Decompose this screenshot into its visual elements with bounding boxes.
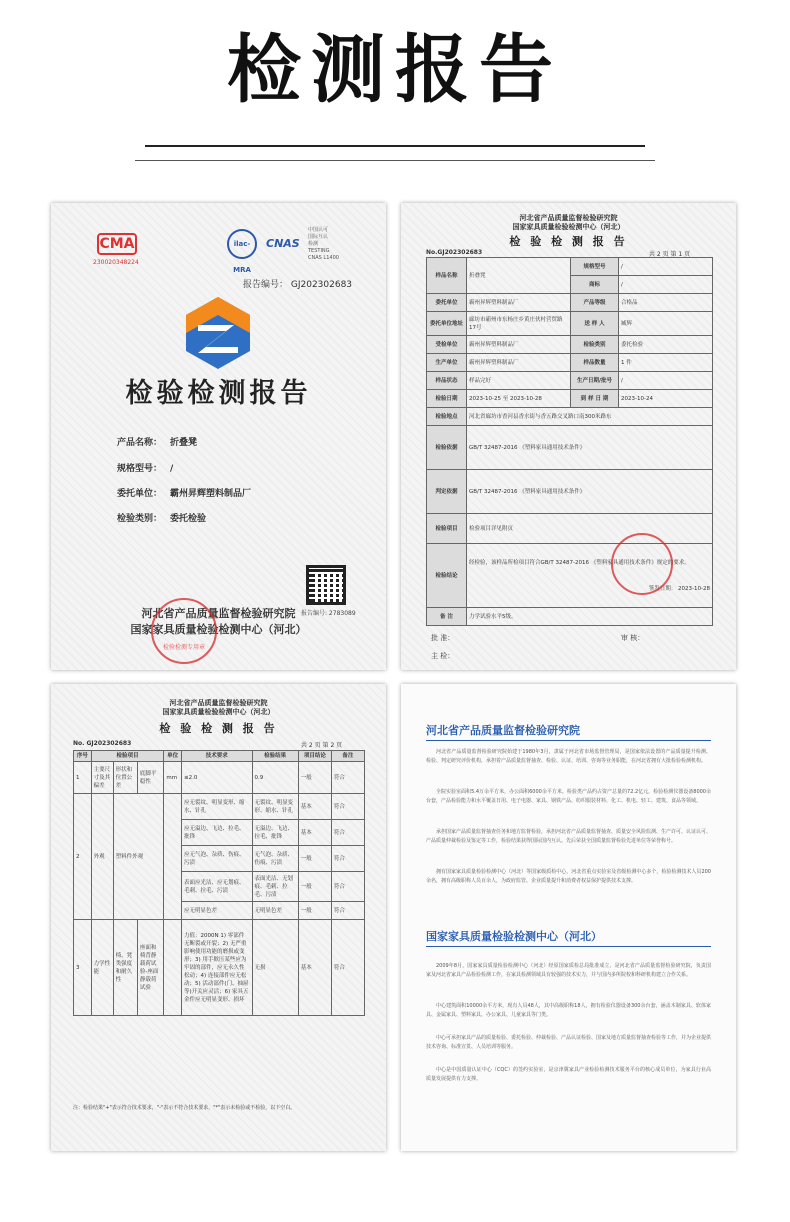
cover-title: 检验检测报告 <box>125 378 312 409</box>
row-concl: 符合 <box>331 920 364 1016</box>
col-no: 序号 <box>74 751 92 762</box>
inspected-unit-label: 受检单位 <box>427 336 467 354</box>
location-value: 河北省廊坊市香河县香水街与香五路交叉路口南300米路东 <box>467 408 713 426</box>
row-res: 无溢边、飞边、拉毛、批锋 <box>252 820 298 846</box>
row-req: 应无明显色差 <box>181 902 252 920</box>
test-type-field <box>117 511 206 524</box>
sample-status-label: 样品状态 <box>427 372 467 390</box>
row-req: 应无溢边、飞边、拉毛、批锋 <box>181 820 252 846</box>
row-req: 力值：2000N 1) 零部件无断裂或开裂；2) 无严重影响使用功能的磨损或变形；3) 用手揿压某些应为牢固的部件，应无永久性松动；4) 连接部件应无松动；5) 活动部件(门、抽屉等)开关应灵活；6) 家具五金件应无明显变形、损坏 <box>181 920 252 1016</box>
title-divider <box>145 145 645 147</box>
test-type-value: 委托检验 <box>619 336 713 354</box>
row-no: 1 <box>74 762 92 794</box>
arrival-date-value: 2023-10-24 <box>619 390 713 408</box>
row-res: 0.9 <box>252 762 298 794</box>
report1-page: 共 2 页 第 1 页 <box>649 251 691 258</box>
brand-label: 商标 <box>571 276 619 294</box>
row-item: 主要尺寸及其偏差 <box>91 762 113 794</box>
items-label: 检验项目 <box>427 514 467 544</box>
model-label: 规格型号： <box>117 464 163 474</box>
quantity-value: 1 件 <box>619 354 713 372</box>
client-label: 委托单位： <box>117 489 163 499</box>
test-type-label: 检验类别 <box>571 336 619 354</box>
test-type-value: 委托检验 <box>170 514 207 524</box>
row-no: 3 <box>74 920 92 1016</box>
intro-divider <box>426 946 711 947</box>
row-level: 基本 <box>298 920 331 1016</box>
cnas-logo: CNAS <box>266 237 300 250</box>
sample-name-label: 样品名称 <box>427 258 467 294</box>
ilac-mra-logo: ilac-MRA <box>227 229 257 259</box>
cma-logo: CMA <box>97 233 137 255</box>
intro-heading-center: 国家家具质量检验检测中心（河北） <box>426 930 602 943</box>
report1-header-center: 国家家具质量检验检测中心（河北） <box>512 223 625 231</box>
row-req: 应无气泡、杂质、伤痕、污渍 <box>181 846 252 872</box>
client-address-value: 廊坊市霸州市东杨庄乡黄庄伙村营贸路17号 <box>467 312 571 336</box>
report2-footnote: 注：检验结果"+"表示符合技术要求，"-"表示不符合技术要求，"*"表示未检验或不检验，以下空白。 <box>73 1105 296 1111</box>
client-field <box>117 486 251 499</box>
table-row <box>74 920 365 1016</box>
table-row <box>74 794 365 820</box>
row-sub2: 座面和椅背静载荷试验-座面静载荷试验 <box>137 920 163 1016</box>
table-row <box>74 762 365 794</box>
intro-divider <box>426 740 711 741</box>
qr-caption: 报告编号: 2783089 <box>301 610 356 617</box>
grade-label: 产品等级 <box>571 294 619 312</box>
basis-label: 检验依据 <box>427 426 467 470</box>
review-label: 审 核： <box>621 634 645 642</box>
test-date-value: 2023-10-25 至 2023-10-28 <box>467 390 571 408</box>
report2-number: No. GJ202302683 <box>73 740 132 747</box>
col-res: 检验结果 <box>252 751 298 762</box>
cma-number: 230020348224 <box>93 259 139 266</box>
arrival-date-label: 到 样 日 期 <box>571 390 619 408</box>
row-req: 应无裂纹、明显变形、缩水、针孔 <box>181 794 252 820</box>
test-label: 主 检： <box>431 652 455 660</box>
row-level: 一般 <box>298 872 331 902</box>
institute-intro-page[interactable] <box>401 684 736 1151</box>
report1-title: 检 验 检 测 报 告 <box>509 235 628 248</box>
row-res: 无气泡、杂质、伤痕、污渍 <box>252 846 298 872</box>
remark-label: 备 注 <box>427 608 467 626</box>
report1-header-institute: 河北省产品质量监督检验研究院 <box>519 214 618 222</box>
row-concl: 符合 <box>331 762 364 794</box>
sender-label: 送 样 人 <box>571 312 619 336</box>
row-level: 一般 <box>298 762 331 794</box>
col-remark: 备注 <box>331 751 364 762</box>
model-value: / <box>619 258 713 276</box>
judge-value: GB/T 32487-2016 《塑料家具通用技术条件》 <box>467 470 713 514</box>
sign-date: 签发日期： 2023-10-28 <box>648 585 710 592</box>
producer-label: 生产单位 <box>427 354 467 372</box>
sample-status-value: 样品完好 <box>467 372 571 390</box>
quantity-label: 样品数量 <box>571 354 619 372</box>
col-req: 技术要求 <box>181 751 252 762</box>
row-item: 外观 <box>91 794 113 920</box>
center-name: 国家家具质量检验检测中心（河北） <box>130 623 307 636</box>
row-concl: 符合 <box>331 902 364 920</box>
test-type-label: 检验类别： <box>117 514 163 524</box>
basis-value: GB/T 32487-2016 《塑料家具通用技术条件》 <box>467 426 713 470</box>
report-page-1[interactable] <box>401 203 736 670</box>
intro-paragraph: 河北省产品质量监督检验研究院始建于1980年3月，隶属于河北省市场监督管理局，是国家依法设置的产品质量提升检测、检验、判定研究评价机构，承担着产品质量监督抽查、检验、认证、培训、咨询等业务职能，在河北省拥有大批检验检测机构。 <box>426 749 711 764</box>
col-item: 检验项目 <box>91 751 164 762</box>
sample-name-value: 折叠凳 <box>467 258 571 294</box>
col-unit: 单位 <box>164 751 182 762</box>
qr-code[interactable] <box>306 565 346 605</box>
row-unit <box>164 920 182 1016</box>
intro-paragraph: 拥有国家家具质量检验检测中心（河北）等国家级质检中心，河北省重点实验室及省级检测中心多个，检验检测技术人员200余名，拥有高级职称人员百余人，为政府监管、企业质量提升和消费者权益保护提供技术支撑。 <box>426 869 711 884</box>
row-req: 表面应光洁、应无划痕、毛刺、拉毛、污渍 <box>181 872 252 902</box>
row-unit: mm <box>164 762 182 794</box>
row-level: 一般 <box>298 846 331 872</box>
row-concl: 符合 <box>331 872 364 902</box>
model-field <box>117 461 173 474</box>
row-unit <box>164 794 182 920</box>
report2-header-center: 国家家具质量检验检测中心（河北） <box>162 708 275 716</box>
institute-name: 河北省产品质量监督检验研究院 <box>141 607 296 620</box>
row-level: 基本 <box>298 794 331 820</box>
report1-stamp <box>611 533 673 595</box>
row-concl: 符合 <box>331 820 364 846</box>
row-concl: 符合 <box>331 794 364 820</box>
intro-paragraph: 中心是中国质量认证中心（CQC）的签约实验室，是京津冀家具产业检验检测技术服务平台的核心成员单位，为家具行业高质量发展提供有力支撑。 <box>426 1067 711 1082</box>
items-value: 检验项目详见附页 <box>467 514 713 544</box>
remark-value: 力学试验水平5级。 <box>467 608 713 626</box>
intro-paragraph: 承担国家产品质量监督抽查任务和地方监督检验，承担河北省产品质量监督抽查、质量安全风险监测、生产许可、认证认可、产品质量仲裁检验及鉴定等工作，检验结果获得国际国内互认。先后荣获全国质量监督检验先进单位等荣誉称号。 <box>426 829 712 844</box>
location-label: 检验地点 <box>427 408 467 426</box>
client-label: 委托单位 <box>427 294 467 312</box>
row-item: 力学性能 <box>91 920 113 1016</box>
brand-value: / <box>619 276 713 294</box>
report-page-2[interactable] <box>51 684 386 1151</box>
intro-heading-institute: 河北省产品质量监督检验研究院 <box>426 724 580 737</box>
row-sub: 形状和位置公差 <box>113 762 137 794</box>
intro-paragraph: 中心可承担家具产品的质量检验、委托检验、仲裁检验、产品认证检验、国家及地方质量监督抽查检验等工作，并为企业提供技术咨询、标准宣贯、人员培训等服务。 <box>426 1035 712 1050</box>
row-no: 2 <box>74 794 92 920</box>
intro-paragraph: 全院实验室面积5.4万余平方米，办公面积6000余平方米。检验类产品约占资产总量的72.2亿元，检验检测仪器设备8000余台套，产品检验能力和水平覆盖日用、电子电器、家具、钢铁产品、纺织服装材料、化工、机电、轻工、建筑、食品等领域。 <box>426 789 711 804</box>
conclusion-label: 检验结论 <box>427 544 467 608</box>
client-address-label: 委托单位地址 <box>427 312 467 336</box>
model-label: 规格型号 <box>571 258 619 276</box>
sender-value: 臧辉 <box>619 312 713 336</box>
batch-value: / <box>619 372 713 390</box>
grade-value: 合格品 <box>619 294 713 312</box>
row-concl: 符合 <box>331 846 364 872</box>
approve-label: 批 准： <box>431 634 455 642</box>
product-name-field <box>117 435 197 448</box>
producer-value: 霸州昇辉塑料制品厂 <box>467 354 571 372</box>
report2-header-institute: 河北省产品质量监督检验研究院 <box>169 699 268 707</box>
report2-title: 检 验 检 测 报 告 <box>159 722 278 735</box>
model-value: / <box>170 464 174 474</box>
report2-table <box>73 750 365 1016</box>
row-sub2: 底脚平稳性 <box>137 762 163 794</box>
cover-report-number: 报告编号： GJ202302683 <box>243 280 353 290</box>
product-name-label: 产品名称： <box>117 438 163 448</box>
conclusion-cell <box>467 544 713 608</box>
batch-label: 生产日期/批号 <box>571 372 619 390</box>
client-value: 霸州昇辉塑料制品厂 <box>467 294 571 312</box>
row-sub: 塑料件外观 <box>113 794 164 920</box>
page-title: 检测报告 <box>227 27 563 113</box>
row-req: ≤2.0 <box>181 762 252 794</box>
report2-page: 共 2 页 第 2 页 <box>301 742 343 749</box>
institute-logo <box>184 295 252 371</box>
row-level: 一般 <box>298 902 331 920</box>
intro-paragraph: 中心建筑面积10000余平方米，现有人员48人，其中高级职称18人，拥有检验仪器设备300余台套，涵盖木制家具、软体家具、金属家具、塑料家具、办公家具、儿童家具等门类。 <box>426 1003 711 1018</box>
test-date-label: 检验日期 <box>427 390 467 408</box>
col-level: 项目结论 <box>298 751 331 762</box>
cnas-caption: 中国认可 国际互认 检测 TESTING CNAS L1400 <box>308 227 339 261</box>
row-sub: 椅、凳类强度和耐久性 <box>113 920 137 1016</box>
intro-paragraph: 2009年8月，国家家具质量检验检测中心（河北）经原国家质检总局批准成立，是河北省产品质量监督检验研究院，负责国家及河北省家具产品检验检测工作，在家具检测领域具有较强的技术实力，并与国内多所院校和科研机构建立合作关系。 <box>426 963 711 978</box>
row-level: 基本 <box>298 820 331 846</box>
report1-number: No.GJ202302683 <box>426 249 483 256</box>
report-cover-sheet[interactable] <box>51 203 386 670</box>
judge-label: 判定依据 <box>427 470 467 514</box>
title-divider-thin <box>135 160 655 161</box>
official-stamp: 检验检测专用章 <box>151 598 217 664</box>
row-res: 无损 <box>252 920 298 1016</box>
row-res: 无裂纹、明显变形、缩水、针孔 <box>252 794 298 820</box>
product-name-value: 折叠凳 <box>170 438 198 448</box>
row-res: 表面光洁、无划痕、毛刺、拉毛、污渍 <box>252 872 298 902</box>
conclusion-value: 经检验，该样品所检项目符合GB/T 32487-2016 《塑料家具通用技术条件》规定的要求。 <box>469 559 690 566</box>
inspected-unit-value: 霸州昇辉塑料制品厂 <box>467 336 571 354</box>
row-res: 无明显色差 <box>252 902 298 920</box>
client-value: 霸州昇辉塑料制品厂 <box>170 489 252 499</box>
